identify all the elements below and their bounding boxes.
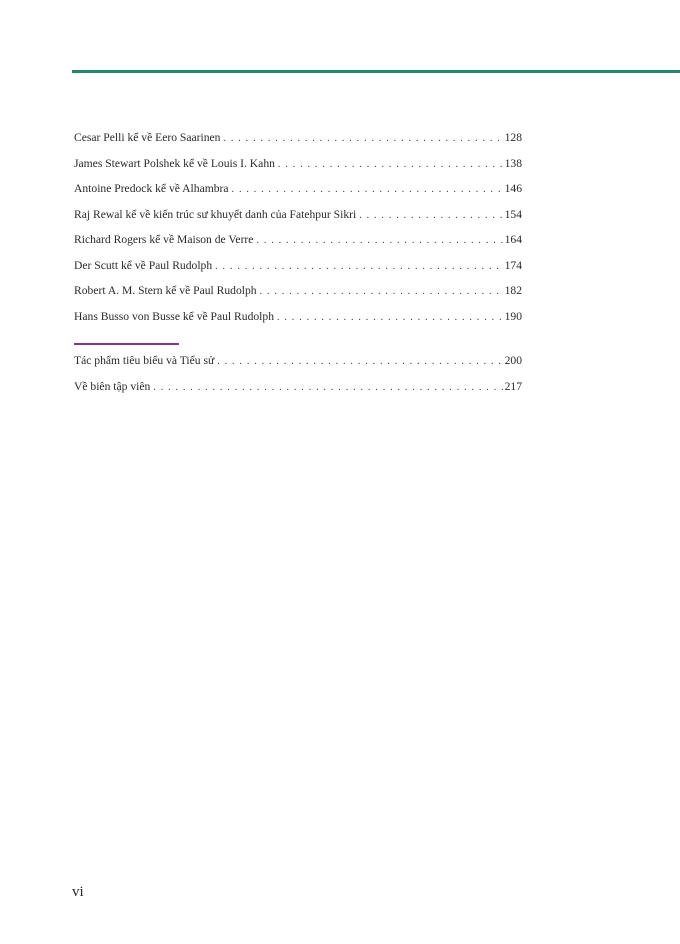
toc-entry-title: Về biên tập viên [74,379,151,393]
page-number: vi [72,884,84,900]
top-rule [72,70,680,73]
toc-entry-title: Raj Rewal kể về kiến trúc sư khuyết danh của Fatehpur Sikri [74,207,357,221]
toc-entry-page: 154 [504,207,522,221]
toc-entry-page: 128 [504,131,522,144]
toc-entry[interactable] [74,207,522,233]
toc-entry-title: Cesar Pelli kể về Eero Saarinen [74,131,221,144]
toc-entry-title: Der Scutt kể về Paul Rudolph [74,258,213,272]
toc-dot-leader [256,233,503,249]
toc-entry-page: 146 [504,182,522,195]
toc-entry-page: 138 [504,156,522,170]
toc-entry-title: Robert A. M. Stern kể về Paul Rudolph [74,284,257,297]
toc-entry[interactable] [74,232,522,258]
toc-entry[interactable] [74,379,522,405]
toc-entry[interactable] [74,283,522,309]
toc-entry-page: 164 [504,233,522,246]
toc-main-list [74,130,522,334]
toc-entry[interactable] [74,353,522,379]
toc-dot-leader [232,182,504,198]
toc-entry[interactable] [74,258,522,284]
toc-entry-page: 200 [504,354,522,367]
section-divider-rule [74,343,179,345]
toc-entry-page: 190 [504,309,522,323]
toc-dot-leader [153,380,503,396]
toc-back-matter-list [74,353,522,404]
toc-dot-leader [278,157,504,173]
toc-entry-page: 174 [504,258,522,272]
toc-dot-leader [260,284,504,300]
toc-dot-leader [277,310,504,326]
toc-entry[interactable] [74,130,522,156]
toc-entry-title: Hans Busso von Busse kể về Paul Rudolph [74,309,274,323]
toc-dot-leader [215,259,503,275]
toc-entry[interactable] [74,309,522,335]
toc-entry[interactable] [74,181,522,207]
toc-entry-title: Richard Rogers kể về Maison de Verre [74,233,254,246]
toc-entry-title: James Stewart Polshek kể về Louis I. Kahn [74,156,275,170]
toc-entry[interactable] [74,156,522,182]
toc-entry-title: Antoine Predock kể về Alhambra [74,182,229,195]
toc-dot-leader [359,208,503,224]
toc-dot-leader [223,131,503,147]
toc-entry-page: 217 [504,379,522,393]
toc-dot-leader [217,354,503,370]
toc-entry-page: 182 [504,284,522,297]
toc-entry-title: Tác phẩm tiêu biểu và Tiểu sử [74,354,215,367]
